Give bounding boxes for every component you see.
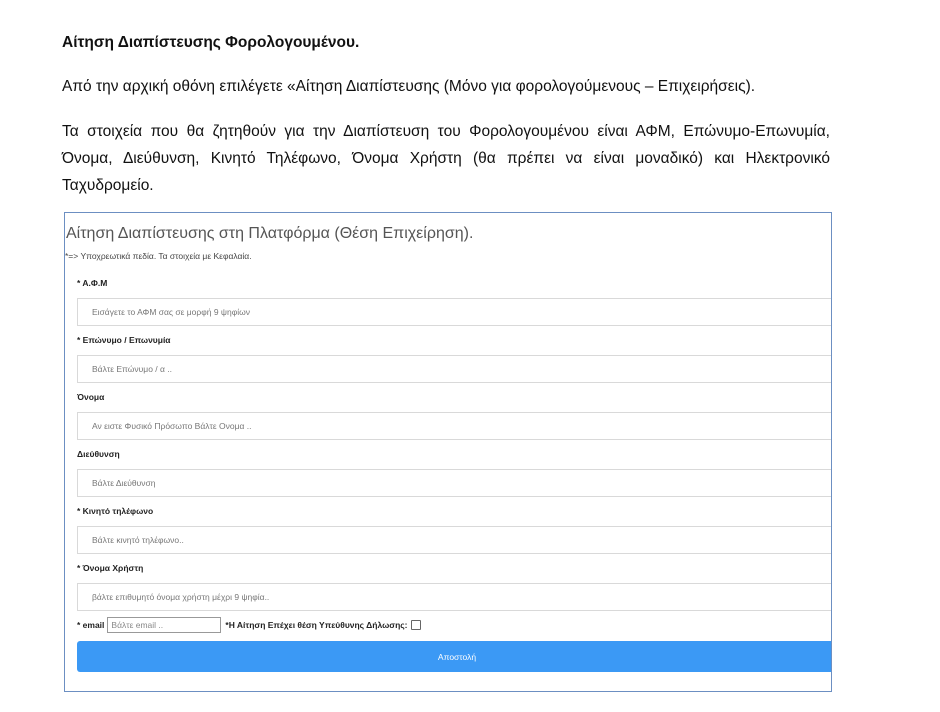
email-label: * email (77, 620, 105, 630)
submit-button[interactable] (77, 641, 832, 672)
address-input[interactable] (77, 469, 832, 497)
surname-input[interactable] (77, 355, 832, 383)
name-label: Όνομα (77, 392, 105, 402)
mobile-placeholder: Βάλτε κινητό τηλέφωνο.. (92, 535, 184, 545)
afm-input[interactable] (77, 298, 832, 326)
form-title: Αίτηση Διαπίστευσης στη Πλατφόρμα (Θέση Επιχείρηση). (66, 225, 474, 242)
afm-label: * Α.Φ.Μ (77, 278, 108, 288)
address-placeholder: Βάλτε Διεύθυνση (92, 478, 156, 488)
username-placeholder: βάλτε επιθυμητό όνομα χρήστη μέχρι 9 ψηφία.. (92, 592, 270, 602)
address-label: Διεύθυνση (77, 449, 120, 459)
mobile-input[interactable] (77, 526, 832, 554)
form-screenshot (64, 212, 832, 692)
afm-placeholder: Εισάγετε το ΑΦΜ σας σε μορφή 9 ψηφίων (92, 307, 251, 317)
document-title: Αίτηση Διαπίστευσης Φορολογουμένου. (62, 34, 360, 51)
mobile-label: * Κινητό τηλέφωνο (77, 506, 154, 516)
document-paragraph-2: Τα στοιχεία που θα ζητηθούν για την Διαπίστευση του Φορολογουμένου είναι ΑΦΜ, Επώνυμο-Επωνυμία, Όνομα, Διεύθυνση, Κινητό Τηλέφωνο, Όνομα Χρήστη (θα πρέπει να είναι μοναδικό) και Ηλεκτρονικό Ταχυδρομείο. (62, 123, 830, 194)
email-placeholder: Βάλτε email .. (111, 620, 164, 630)
required-fields-note: *=> Υποχρεωτικά πεδία. Τα στοιχεία με Κεφαλαία. (65, 251, 252, 261)
surname-placeholder: Βάλτε Επώνυμο / α .. (92, 364, 172, 374)
username-input[interactable] (77, 583, 832, 611)
email-input[interactable] (107, 617, 221, 633)
username-label: * Όνομα Χρήστη (77, 563, 144, 573)
surname-label: * Επώνυμο / Επωνυμία (77, 335, 171, 345)
name-placeholder: Αν ειστε Φυσικό Πρόσωπο Βάλτε Ονομα .. (92, 421, 252, 431)
email-row (77, 615, 421, 635)
submit-label: Αποστολή (437, 651, 477, 662)
declaration-label: *Η Αίτηση Επέχει θέση Υπεύθυνης Δήλωσης: (225, 620, 408, 630)
name-input[interactable] (77, 412, 832, 440)
document-paragraph-1: Από την αρχική οθόνη επιλέγετε «Αίτηση Διαπίστευσης (Μόνο για φορολογούμενους – Επιχειρήσεις). (62, 78, 756, 95)
declaration-checkbox[interactable] (411, 620, 421, 630)
